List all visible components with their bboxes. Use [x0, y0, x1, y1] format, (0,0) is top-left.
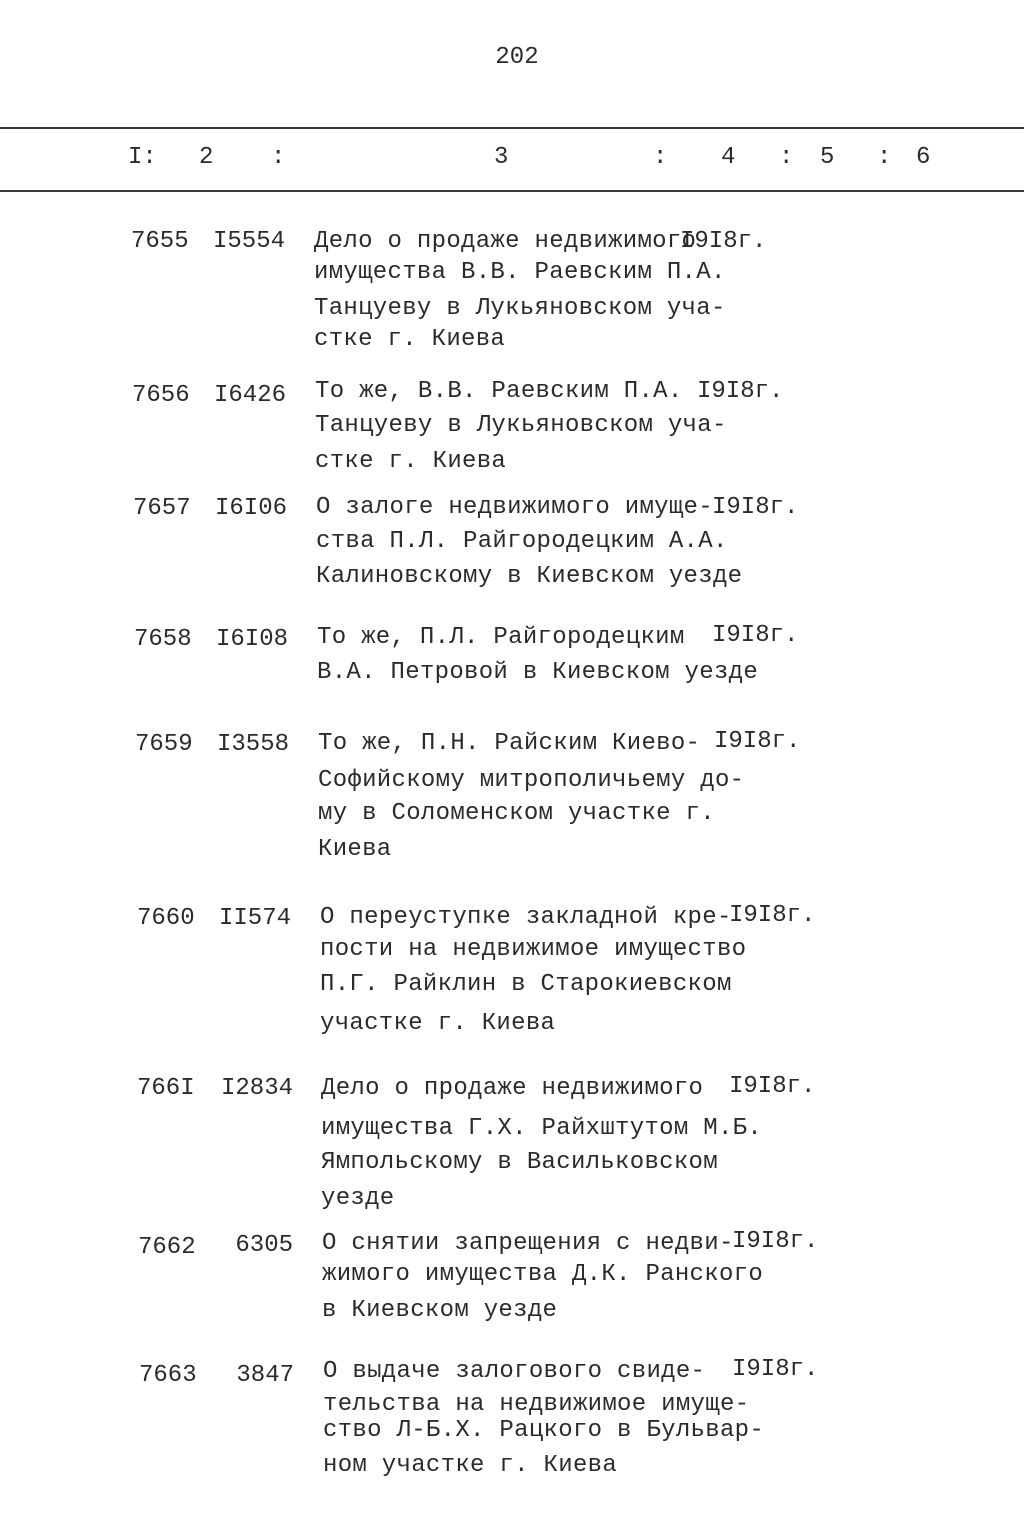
record-number: 7663: [139, 1362, 197, 1389]
column-header-4: 4: [721, 144, 736, 171]
record-description-line: уезде: [321, 1185, 395, 1212]
column-header-3: 3: [494, 144, 509, 171]
record-description-line: О залоге недвижимого имуще-: [316, 494, 713, 521]
record-description-line: пости на недвижимое имущество: [320, 936, 747, 963]
record-date: I9I8г.: [732, 1356, 819, 1383]
record-code: II574: [218, 905, 291, 932]
record-description-line: То же, П.Л. Райгородецким: [317, 624, 685, 651]
record-number: 7658: [134, 626, 192, 653]
record-description-line: Танцуеву в Лукьяновском уча-: [315, 412, 727, 439]
record-code: I5554: [212, 228, 285, 255]
record-description-line: ном участке г. Киева: [323, 1452, 618, 1479]
record-description-line: Калиновскому в Киевском уезде: [316, 563, 743, 590]
record-description-line: О выдаче залогового свиде-: [323, 1358, 706, 1385]
column-separator: :: [877, 144, 892, 171]
record-description-line: То же, П.Н. Райским Киево-: [318, 730, 701, 757]
record-description-line: жимого имущества Д.К. Ранского: [322, 1261, 764, 1288]
record-code: 3847: [236, 1362, 294, 1389]
record-date: I9I8г.: [729, 1073, 816, 1100]
record-number: 7656: [132, 382, 190, 409]
record-description-line: в Киевском уезде: [322, 1297, 558, 1324]
record-description-line: П.Г. Райклин в Старокиевском: [320, 971, 732, 998]
record-description-line: В.А. Петровой в Киевском уезде: [317, 659, 759, 686]
record-number: 7660: [137, 905, 195, 932]
record-description-line: Дело о продаже недвижимого: [314, 228, 697, 255]
record-date: I9I8г.: [729, 902, 816, 929]
header-bottom-rule: [0, 190, 1024, 192]
record-code: I6I08: [215, 626, 288, 653]
column-header-6: 6: [916, 144, 931, 171]
record-description-line: имущества В.В. Раевским П.А.: [314, 259, 726, 286]
record-description-line: имущества Г.Х. Райхштутом М.Б.: [321, 1115, 763, 1142]
record-number: 7659: [135, 731, 193, 758]
record-date: I9I8г.: [712, 494, 799, 521]
record-description-line: Софийскому митрополичьему до-: [318, 767, 745, 794]
record-description-line: Киева: [318, 836, 392, 863]
column-header-1: I:: [128, 144, 157, 171]
record-date: I9I8г.: [712, 622, 799, 649]
column-separator: :: [653, 144, 668, 171]
column-separator: :: [779, 144, 794, 171]
record-description-line: То же, В.В. Раевским П.А.: [315, 378, 683, 405]
record-description-line: О переуступке закладной кре-: [320, 904, 732, 931]
column-header-5: 5: [820, 144, 835, 171]
record-description-line: Танцуеву в Лукьяновском уча-: [314, 295, 726, 322]
record-date: I9I8г.: [697, 378, 784, 405]
header-top-rule: [0, 127, 1024, 129]
record-code: 6305: [235, 1232, 293, 1259]
record-description-line: ство Л-Б.Х. Рацкого в Бульвар-: [323, 1417, 765, 1444]
record-description-line: стке г. Киева: [315, 448, 507, 475]
record-description-line: ства П.Л. Райгородецким А.А.: [316, 528, 728, 555]
record-description-line: О снятии запрещения с недви-: [322, 1230, 734, 1257]
record-code: I2834: [220, 1075, 293, 1102]
column-separator: :: [271, 144, 286, 171]
record-number: 7657: [133, 495, 191, 522]
column-header-2: 2: [199, 144, 214, 171]
record-date: I9I8г.: [732, 1228, 819, 1255]
record-number: 7655: [131, 228, 189, 255]
record-code: I6426: [213, 382, 286, 409]
record-description-line: Ямпольскому в Васильковском: [321, 1149, 718, 1176]
record-description-line: Дело о продаже недвижимого: [321, 1075, 704, 1102]
record-description-line: му в Соломенском участке г.: [318, 800, 715, 827]
record-code: I6I06: [214, 495, 287, 522]
record-number: 7662: [138, 1234, 196, 1261]
record-description-line: тельства на недвижимое имуще-: [323, 1391, 750, 1418]
record-date: I9I8г.: [714, 728, 801, 755]
record-description-line: участке г. Киева: [320, 1010, 556, 1037]
record-number: 766I: [137, 1075, 195, 1102]
record-description-line: стке г. Киева: [314, 326, 506, 353]
record-date: I9I8г.: [680, 228, 767, 255]
record-code: I3558: [216, 731, 289, 758]
page-number: 202: [495, 44, 539, 71]
